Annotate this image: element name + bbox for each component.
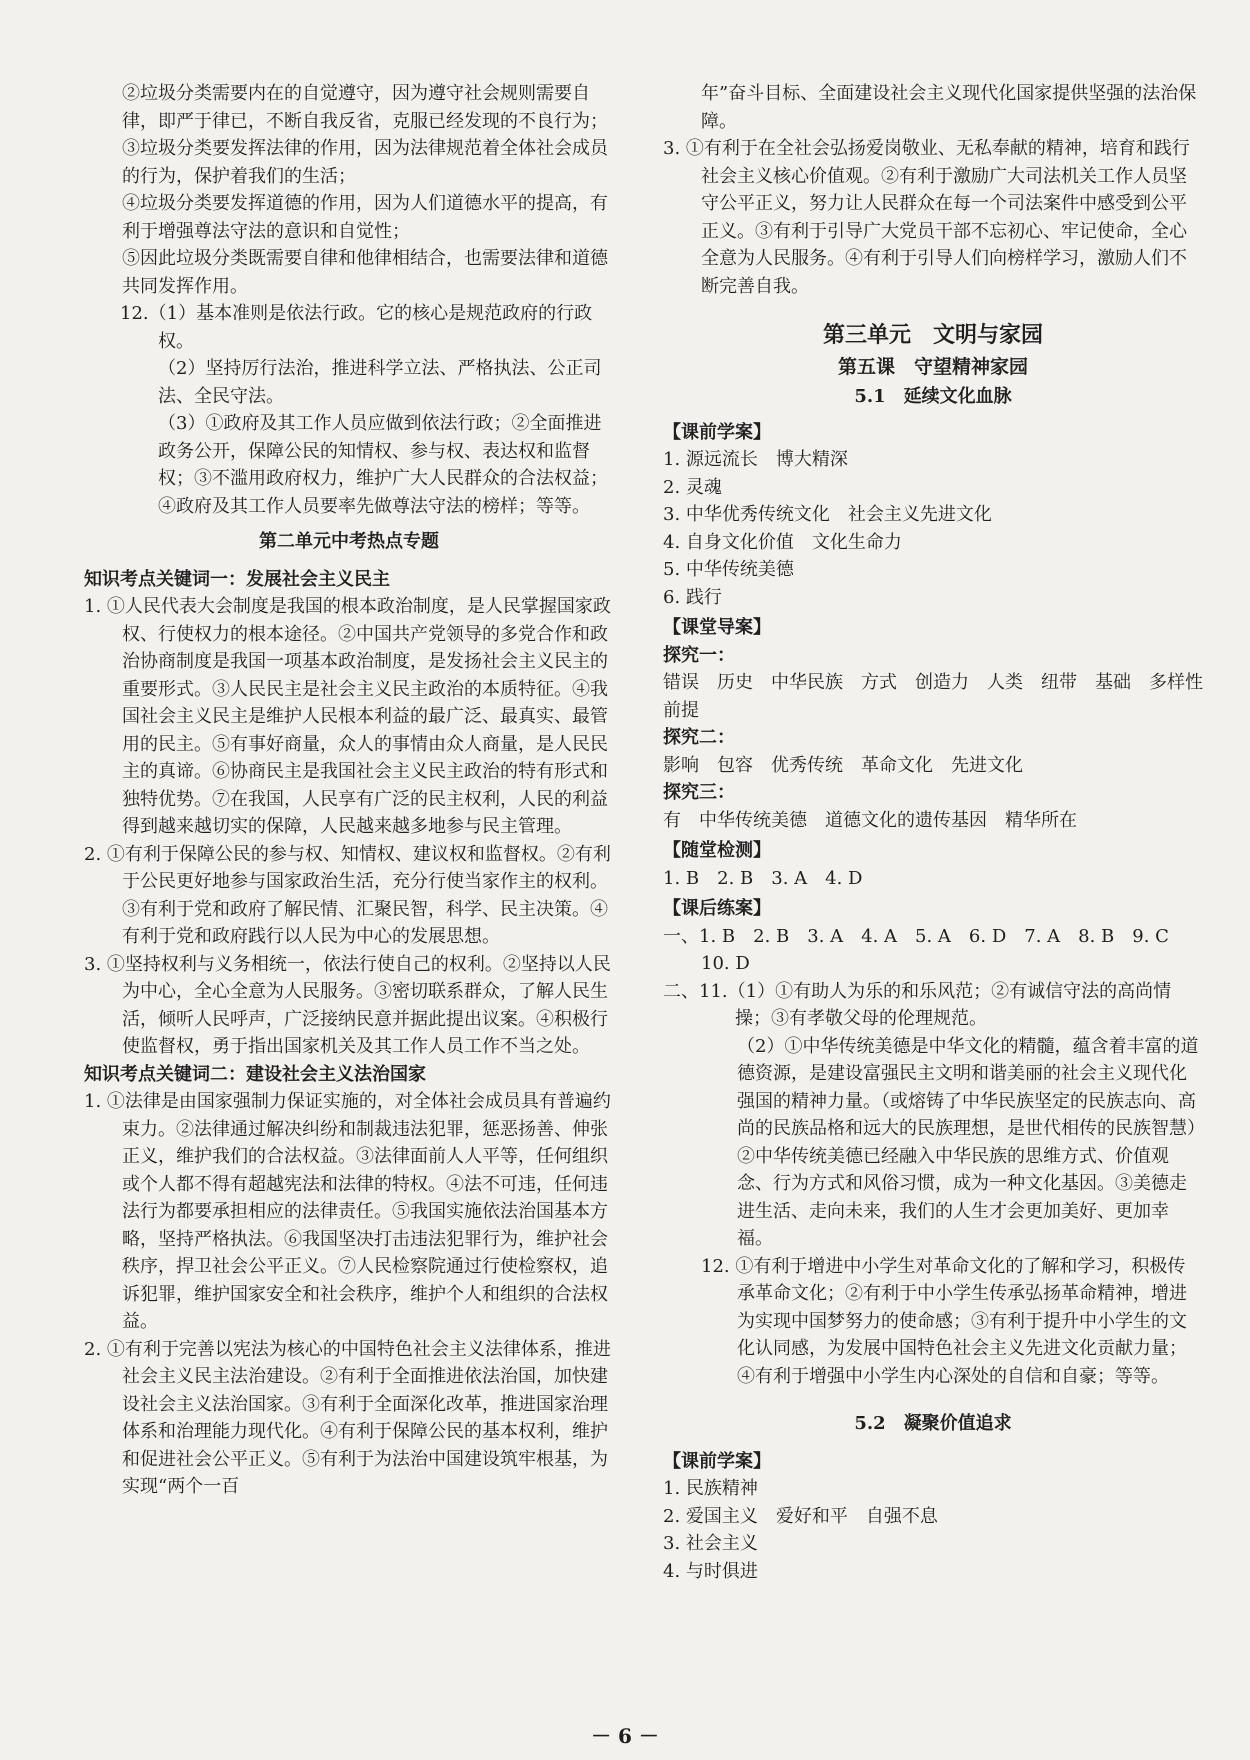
list-item: 1. 源远流长 博大精深	[663, 449, 848, 470]
box-label-test: 【随堂检测】	[663, 840, 771, 861]
answer-paragraph: 12.（1）基本准则是依法行政。它的核心是规范政府的行政权。	[120, 303, 593, 352]
list-item: 3. 中华优秀传统文化 社会主义先进文化	[663, 504, 992, 525]
list-item: 4. 自身文化价值 文化生命力	[663, 531, 902, 553]
answer-paragraph: 1. ①法律是由国家强制力保证实施的，对全体社会成员具有普遍约束力。②法律通过解决纠纷和制裁违法犯罪，惩恶扬善、伸张正义，维护我们的合法权益。③法律面前人人平等，任何组织或个人都不得有超越宪法和法律的特权。④法不可违，任何违法行为都要承担相应的法律责任。⑤我国实施依法治国基本方略，坚持严格执法。⑥我国坚决打击违法犯罪行为，维护社会秩序，捍卫社会公平正义。⑦人民检察院通过行使检察权，追诉犯罪，维护国家安全和社会秩序，维护个人和组织的合法权益。	[84, 1091, 611, 1332]
list-item: 1. 民族精神	[663, 1478, 758, 1499]
right-column	[663, 80, 1221, 1585]
answer-paragraph: 年”奋斗目标、全面建设社会主义现代化国家提供坚强的法治保障。	[701, 83, 1197, 132]
answer-paragraph: （2）①中华传统美德是中华文化的精髓，蕴含着丰富的道德资源，是建设富强民主文明和谐美丽的社会主义现代化强国的精神力量。（或熔铸了中华民族坚定的民族志向、高尚的民族品格和远大的民族理想，是世代相传的民族智慧）②中华传统美德已经融入中华民族的思维方式、价值观念、行为方式和风俗习惯，成为一种文化基因。③美德走进生活、走向未来，我们的人生才会更加美好、更加幸福。	[737, 1035, 1199, 1249]
list-item: 3. 社会主义	[663, 1533, 758, 1554]
box-label-after-class: 【课后练案】	[663, 898, 771, 919]
section-title: 5.2 凝聚价值追求	[854, 1413, 1012, 1434]
box-label-pre-class: 【课前学案】	[663, 421, 771, 443]
list-item: 4. 与时俱进	[663, 1560, 758, 1582]
answer-paragraph: （3）①政府及其工作人员应做到依法行政；②全面推进政务公开，保障公民的知情权、参与权、表达权和监督权；③不滥用政府权力，维护广大人民群众的合法权益；④政府及其工作人员要率先做尊法守法的榜样；等等。	[158, 413, 608, 517]
keyword-heading: 知识考点关键词二：建设社会主义法治国家	[84, 1063, 426, 1085]
answer-paragraph: 2. ①有利于完善以宪法为核心的中国特色社会主义法律体系，推进社会主义民主法治建设。②有利于全面推进依法治国，加快建设社会主义法治国家。③有利于全面深化改革，推进国家治理体系和治理能力现代化。④有利于保障公民的基本权利，维护和促进社会公平正义。⑤有利于为法治中国建设筑牢根基，为实现“两个一百	[84, 1338, 611, 1497]
section-title: 第二单元中考热点专题	[259, 531, 439, 552]
answer-paragraph: ⑤因此垃圾分类既需要自律和他律相结合，也需要法律和道德共同发挥作用。	[122, 248, 608, 297]
list-item: 6. 践行	[663, 586, 722, 608]
answer-paragraph: 3. ①坚持权利与义务相统一，依法行使自己的权利。②坚持以人民为中心，全心全意为人民服务。③密切联系群众，了解人民生活，倾听人民呼声，广泛接纳民意并据此提出议案。④积极行使监督权，勇于指出国家机关及其工作人员工作不当之处。	[84, 953, 611, 1057]
answer-paragraph: 一、1. B 2. B 3. A 4. A 5. A 6. D 7. A 8. B 9. C 10. D	[663, 925, 1187, 974]
answer-paragraph: 3. ①有利于在全社会弘扬爱岗敬业、无私奉献的精神，培育和践行社会主义核心价值观。②有利于激励广大司法机关工作人员坚守公平正义，努力让人民群众在每一个司法案件中感受到公平正义。③有利于引导广大党员干部不忘初心、牢记使命，全心全意为人民服务。④有利于引导人们向榜样学习，激励人们不断完善自我。	[663, 138, 1190, 297]
unit-title: 第三单元 文明与家园	[822, 322, 1043, 348]
explore-answers: 错误 历史 中华民族 方式 创造力 人类 纽带 基础 多样性 前提	[663, 672, 1221, 721]
box-label-in-class: 【课堂导案】	[663, 617, 771, 638]
box-label-pre-class: 【课前学案】	[663, 1450, 771, 1472]
answer-paragraph: ④垃圾分类要发挥道德的作用，因为人们道德水平的提高，有利于增强尊法守法的意识和自觉性；	[122, 193, 608, 242]
explore-label: 探究二：	[663, 727, 735, 748]
answer-paragraph: 1. ①人民代表大会制度是我国的根本政治制度，是人民掌握国家政权、行使权力的根本途径。②中国共产党领导的多党合作和政治协商制度是我国一项基本政治制度，是发扬社会主义民主的重要形式。③人民民主是社会主义民主政治的本质特征。④我国社会主义民主是维护人民根本利益的最广泛、最真实、最管用的民主。⑤有事好商量，众人的事情由众人商量，是人民民主的真谛。⑥协商民主是我国社会主义民主政治的特有形式和独特优势。⑦在我国，人民享有广泛的民主权利，人民的利益得到越来越切实的保障，人民越来越多地参与民主管理。	[84, 596, 611, 837]
explore-label: 探究三：	[663, 782, 735, 803]
list-item: 2. 灵魂	[663, 476, 722, 498]
answer-paragraph: （2）坚持厉行法治，推进科学立法、严格执法、公正司法、全民守法。	[158, 358, 602, 407]
explore-answers: 影响 包容 优秀传统 革命文化 先进文化	[663, 754, 1023, 776]
test-answers: 1. B 2. B 3. A 4. D	[663, 867, 863, 889]
answer-paragraph: 二、11.（1）①有助人为乐的和乐风范；②有诚信守法的高尚情操；③有孝敬父母的伦理规范。	[663, 980, 1172, 1029]
explore-answers: 有 中华传统美德 道德文化的遗传基因 精华所在	[663, 809, 1077, 831]
list-item: 5. 中华传统美德	[663, 559, 794, 580]
section-title: 5.1 延续文化血脉	[854, 386, 1012, 407]
explore-label: 探究一：	[663, 644, 735, 666]
answer-paragraph: ③垃圾分类要发挥法律的作用，因为法律规范着全体社会成员的行为，保护着我们的生活；	[122, 138, 608, 187]
keyword-heading: 知识考点关键词一：发展社会主义民主	[84, 568, 390, 590]
lesson-title: 第五课 守望精神家园	[837, 355, 1028, 378]
list-item: 2. 爱国主义 爱好和平 自强不息	[663, 1505, 938, 1527]
answer-paragraph: 2. ①有利于保障公民的参与权、知情权、建议权和监督权。②有利于公民更好地参与国家政治生活，充分行使当家作主的权利。③有利于党和政府了解民情、汇聚民智，科学、民主决策。④有利于党和政府践行以人民为中心的发展思想。	[84, 843, 611, 947]
answer-paragraph: ②垃圾分类需要内在的自觉遵守，因为遵守社会规则需要自律，即严于律已，不断自我反省，克服已经发现的不良行为；	[122, 83, 608, 132]
left-column	[84, 80, 614, 1501]
answer-paragraph: 12. ①有利于增进中小学生对革命文化的了解和学习，积极传承革命文化；②有利于中小学生传承弘扬革命精神，增进为实现中国梦努力的使命感；③有利于提升中小学生的文化认同感，为发展中国特色社会主义先进文化贡献力量；④有利于增强中小学生内心深处的自信和自豪；等等。	[701, 1255, 1187, 1387]
page-number: － 6 －	[591, 1724, 659, 1748]
